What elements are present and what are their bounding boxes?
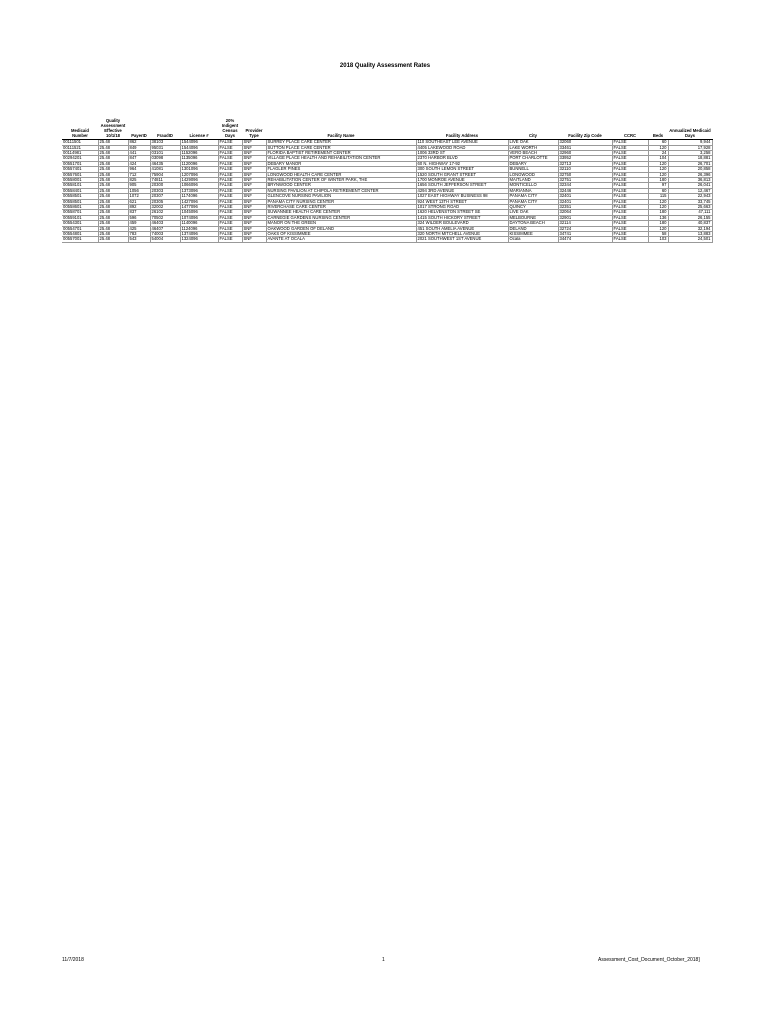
cell-license: 1152096 <box>180 150 218 155</box>
cell-qa: 25.48 <box>98 145 128 150</box>
cell-medicaid: 00557601 <box>62 172 98 177</box>
cell-license: 1477096 <box>180 205 218 210</box>
cell-days: 20,858 <box>668 167 712 172</box>
cell-beds: 120 <box>648 199 668 204</box>
cell-qa: 25.48 <box>98 172 128 177</box>
cell-zip: 32901 <box>558 215 612 220</box>
cell-payer-id: 621 <box>128 199 150 204</box>
cell-medicaid: 00558501 <box>62 194 98 199</box>
cell-ccrc: FALSE <box>612 237 648 242</box>
header-beds: Beds <box>648 118 668 140</box>
cell-payer-id: 862 <box>128 140 150 145</box>
cell-facility-name: OAKWOOD GARDEN OF DELAND <box>266 226 416 231</box>
cell-ccrc: FALSE <box>612 167 648 172</box>
cell-zip: 32351 <box>558 205 612 210</box>
cell-fraud-id: 20307 <box>150 194 180 199</box>
cell-payer-id: 1072 <box>128 194 150 199</box>
assessment-table <box>62 118 713 243</box>
cell-days: 26,155 <box>668 215 712 220</box>
cell-city: PORT CHARLOTTE <box>508 156 558 161</box>
cell-provider-type: SNF <box>242 226 266 231</box>
cell-beds: 120 <box>648 145 668 150</box>
cell-provider-type: SNF <box>242 140 266 145</box>
cell-days: 3,258 <box>668 150 712 155</box>
cell-medicaid: 00558001 <box>62 177 98 182</box>
cell-indigent: FALSE <box>218 172 242 177</box>
cell-medicaid: 00111521 <box>62 145 98 150</box>
cell-facility-name: FLAGLER PINES <box>266 167 416 172</box>
cell-city: Ocala <box>508 237 558 242</box>
cell-medicaid: 00557401 <box>62 167 98 172</box>
table-header-row <box>62 118 712 140</box>
cell-ccrc: FALSE <box>612 161 648 166</box>
cell-indigent: FALSE <box>218 226 242 231</box>
cell-address: 2021 SOUTHWEST 1ST AVENUE <box>416 237 508 242</box>
cell-provider-type: SNF <box>242 215 266 220</box>
header-fraud-id: FraudID <box>150 118 180 140</box>
cell-address: 1620 HELVENSTON STREET SE <box>416 210 508 215</box>
cell-ccrc: FALSE <box>612 232 648 237</box>
cell-payer-id: 837 <box>128 210 150 215</box>
cell-city: KISSIMMEE <box>508 232 558 237</box>
cell-ccrc: FALSE <box>612 199 648 204</box>
cell-address: 4294 3RD AVENUE <box>416 188 508 193</box>
cell-zip: 32446 <box>558 188 612 193</box>
cell-provider-type: SNF <box>242 199 266 204</box>
cell-city: DEBARY <box>508 161 558 166</box>
cell-qa: 25.48 <box>98 167 128 172</box>
cell-days: 26,041 <box>668 183 712 188</box>
cell-provider-type: SNF <box>242 161 266 166</box>
cell-fraud-id: 20300 <box>150 183 180 188</box>
cell-address: 451 SOUTH AMELIA AVENUE <box>416 226 508 231</box>
cell-ccrc: FALSE <box>612 215 648 220</box>
cell-license: 1045096 <box>180 210 218 215</box>
cell-provider-type: SNF <box>242 237 266 242</box>
cell-zip: 32960 <box>558 150 612 155</box>
cell-license: 1207096 <box>180 172 218 177</box>
cell-beds: 104 <box>648 156 668 161</box>
cell-provider-type: SNF <box>242 145 266 150</box>
cell-facility-name: NURSING PAVILION AT CHIPOLA RETIREMENT CENTER <box>266 188 416 193</box>
cell-beds: 58 <box>648 232 668 237</box>
cell-days: 12,467 <box>668 188 712 193</box>
cell-fraud-id: 70502 <box>150 215 180 220</box>
cell-zip: 32724 <box>558 226 612 231</box>
cell-zip: 32401 <box>558 199 612 204</box>
cell-beds: 60 <box>648 188 668 193</box>
cell-address: 1656 SOUTH JEFFERSON STREET <box>416 183 508 188</box>
cell-beds: 120 <box>648 167 668 172</box>
cell-days: 17,928 <box>668 145 712 150</box>
cell-facility-name: SUWANNEE HEALTH CARE CENTER <box>266 210 416 215</box>
cell-medicaid: 00557001 <box>62 237 98 242</box>
cell-ccrc: FALSE <box>612 183 648 188</box>
cell-indigent: FALSE <box>218 210 242 215</box>
cell-provider-type: SNF <box>242 183 266 188</box>
cell-medicaid: 00554301 <box>62 221 98 226</box>
header-zip: Facility Zip Code <box>558 118 612 140</box>
cell-fraud-id: 38103 <box>150 140 180 145</box>
cell-ccrc: FALSE <box>612 145 648 150</box>
cell-medicaid: 00558501 <box>62 199 98 204</box>
cell-ccrc: FALSE <box>612 156 648 161</box>
cell-payer-id: 596 <box>128 215 150 220</box>
cell-address: 1017 STRONG ROAD <box>416 205 508 210</box>
cell-address: 324 WILDER BOULEVARD <box>416 221 508 226</box>
cell-provider-type: SNF <box>242 210 266 215</box>
cell-license: 1120096 <box>180 161 218 166</box>
table-body <box>62 140 712 243</box>
cell-indigent: FALSE <box>218 199 242 204</box>
cell-facility-name: MANOR ON THE GREEN <box>266 221 416 226</box>
cell-qa: 25.48 <box>98 140 128 145</box>
cell-facility-name: SUTTON PLACE CARE CENTER <box>266 145 416 150</box>
cell-city: PANAMA CITY <box>508 199 558 204</box>
cell-payer-id: 847 <box>128 156 150 161</box>
cell-facility-name: GLENCOVE NURSING PAVILION <box>266 194 416 199</box>
cell-city: VERO BEACH <box>508 150 558 155</box>
cell-beds: 120 <box>648 172 668 177</box>
cell-indigent: FALSE <box>218 177 242 182</box>
cell-medicaid: 00114981 <box>62 150 98 155</box>
cell-fraud-id: 46435 <box>150 161 180 166</box>
cell-zip: 32344 <box>558 183 612 188</box>
cell-indigent: FALSE <box>218 156 242 161</box>
cell-qa: 25.48 <box>98 226 128 231</box>
cell-indigent: FALSE <box>218 194 242 199</box>
cell-indigent: FALSE <box>218 161 242 166</box>
cell-indigent: FALSE <box>218 205 242 210</box>
cell-zip: 32401 <box>558 194 612 199</box>
cell-beds: 120 <box>648 161 668 166</box>
cell-medicaid: 00558101 <box>62 183 98 188</box>
cell-payer-id: 543 <box>128 237 150 242</box>
cell-days: 32,194 <box>668 226 712 231</box>
cell-city: LIVE OAK <box>508 140 558 145</box>
cell-license: 1174096 <box>180 194 218 199</box>
cell-indigent: FALSE <box>218 183 242 188</box>
header-provider-type: Provider Type <box>242 118 266 140</box>
cell-ccrc: FALSE <box>612 221 648 226</box>
cell-payer-id: 905 <box>128 183 150 188</box>
cell-zip: 32713 <box>558 161 612 166</box>
cell-days: 13,883 <box>668 232 712 237</box>
cell-zip: 32751 <box>558 177 612 182</box>
cell-beds: 120 <box>648 205 668 210</box>
cell-fraud-id: 74003 <box>150 232 180 237</box>
footer-date: 11/7/2018 <box>62 957 84 963</box>
cell-provider-type: SNF <box>242 232 266 237</box>
header-annualized-days: Annualized Medicaid Days <box>668 118 712 140</box>
cell-qa: 25.48 <box>98 156 128 161</box>
cell-qa: 25.48 <box>98 232 128 237</box>
cell-facility-name: OAKS OF KISSIMMEE <box>266 232 416 237</box>
cell-payer-id: 712 <box>128 172 150 177</box>
cell-qa: 25.48 <box>98 183 128 188</box>
cell-ccrc: FALSE <box>612 140 648 145</box>
cell-qa: 25.48 <box>98 161 128 166</box>
cell-indigent: FALSE <box>218 221 242 226</box>
cell-qa: 25.48 <box>98 194 128 199</box>
cell-fraud-id: 26102 <box>150 210 180 215</box>
header-city: City <box>508 118 558 140</box>
cell-facility-name: AVANTE AT OCALA <box>266 237 416 242</box>
header-indigent-days: 20% Indigent Census Days <box>218 118 242 140</box>
cell-ccrc: FALSE <box>612 172 648 177</box>
cell-fraud-id: 20305 <box>150 199 180 204</box>
cell-qa: 25.48 <box>98 188 128 193</box>
cell-license: 1374096 <box>180 232 218 237</box>
cell-ccrc: FALSE <box>612 210 648 215</box>
table-row <box>62 237 712 242</box>
cell-facility-name: RIVERCHASE CARE CENTER <box>266 205 416 210</box>
cell-city: DELAND <box>508 226 558 231</box>
cell-zip: 33461 <box>558 145 612 150</box>
cell-payer-id: 459 <box>128 221 150 226</box>
cell-days: 24,501 <box>668 237 712 242</box>
cell-zip: 32750 <box>558 172 612 177</box>
cell-facility-name: CARNEGIE GARDENS NURSING CENTER <box>266 215 416 220</box>
cell-license: 1544096 <box>180 140 218 145</box>
cell-city: MONTICELLO <box>508 183 558 188</box>
cell-qa: 25.48 <box>98 237 128 242</box>
cell-license: 1124096 <box>180 226 218 231</box>
cell-days: 47,111 <box>668 210 712 215</box>
cell-ccrc: FALSE <box>612 177 648 182</box>
cell-license: 1140096 <box>180 221 218 226</box>
cell-ccrc: FALSE <box>612 188 648 193</box>
cell-fraud-id: 46407 <box>150 226 180 231</box>
cell-days: 22,943 <box>668 194 712 199</box>
cell-fraud-id: 03098 <box>150 156 180 161</box>
cell-license: 1373096 <box>180 188 218 193</box>
cell-fraud-id: 75904 <box>150 172 180 177</box>
cell-facility-name: REHABILITATION CENTER OF WINTER PARK, THE <box>266 177 416 182</box>
cell-payer-id: 783 <box>128 232 150 237</box>
cell-license: 1301096 <box>180 167 218 172</box>
cell-city: DAYTONA BEACH <box>508 221 558 226</box>
cell-city: PANAMA CITY <box>508 194 558 199</box>
cell-city: MARIANNA <box>508 188 558 193</box>
cell-license: 1429096 <box>180 177 218 182</box>
cell-fraud-id: 54004 <box>150 237 180 242</box>
cell-provider-type: SNF <box>242 150 266 155</box>
cell-ccrc: FALSE <box>612 226 648 231</box>
cell-address: 60 N. HIGHWAY 17-92 <box>416 161 508 166</box>
footer-filename: Assessment_Cost_Document_October_2018] <box>598 957 700 963</box>
cell-days: 33,745 <box>668 199 712 204</box>
cell-days: 40,837 <box>668 221 712 226</box>
cell-address: 4405 LAKEWOOD ROAD <box>416 145 508 150</box>
header-facility-address: Facility Address <box>416 118 508 140</box>
cell-medicaid: 00294201 <box>62 156 98 161</box>
cell-zip: 34474 <box>558 237 612 242</box>
cell-address: 1415 SOUTH HICKORY STREET <box>416 215 508 220</box>
cell-days: 9,944 <box>668 140 712 145</box>
cell-address: 110 SOUTHEAST LEE AVENUE <box>416 140 508 145</box>
cell-beds: 136 <box>648 215 668 220</box>
cell-payer-id: 441 <box>128 150 150 155</box>
cell-beds: 180 <box>648 177 668 182</box>
header-payer-id: PayerID <box>128 118 150 140</box>
cell-fraud-id: 41081 <box>150 167 180 172</box>
cell-qa: 25.48 <box>98 199 128 204</box>
cell-medicaid: 00558601 <box>62 205 98 210</box>
cell-beds: 180 <box>648 210 668 215</box>
cell-indigent: FALSE <box>218 237 242 242</box>
cell-fraud-id: 20303 <box>150 188 180 193</box>
cell-days: 36,813 <box>668 177 712 182</box>
page-title: 2018 Quality Assessment Rates <box>339 63 431 69</box>
cell-indigent: FALSE <box>218 232 242 237</box>
cell-zip: 32064 <box>558 210 612 215</box>
cell-medicaid: 00558401 <box>62 188 98 193</box>
cell-city: QUINCY <box>508 205 558 210</box>
cell-payer-id: 1056 <box>128 188 150 193</box>
cell-address: 924 WEST 13TH STREET <box>416 199 508 204</box>
cell-provider-type: SNF <box>242 188 266 193</box>
cell-zip: 34741 <box>558 232 612 237</box>
cell-city: LONGWOOD <box>508 172 558 177</box>
cell-address: 1027 EAST HIGHWAY BUSINESS 98 <box>416 194 508 199</box>
cell-provider-type: SNF <box>242 221 266 226</box>
cell-days: 25,663 <box>668 205 712 210</box>
cell-zip: 32060 <box>558 140 612 145</box>
cell-license: 1066096 <box>180 183 218 188</box>
cell-address: 1700 MONROE AVENUE <box>416 177 508 182</box>
header-medicaid-number: Medicaid Number <box>62 118 98 140</box>
cell-qa: 25.48 <box>98 210 128 215</box>
cell-payer-id: 425 <box>128 226 150 231</box>
cell-days: 18,881 <box>668 156 712 161</box>
cell-zip: 32114 <box>558 221 612 226</box>
cell-payer-id: 849 <box>128 145 150 150</box>
cell-address: 300 SOUTH LEMON STREET <box>416 167 508 172</box>
cell-payer-id: 964 <box>128 167 150 172</box>
cell-indigent: FALSE <box>218 145 242 150</box>
cell-indigent: FALSE <box>218 188 242 193</box>
cell-beds: 180 <box>648 221 668 226</box>
cell-beds: 115 <box>648 194 668 199</box>
cell-provider-type: SNF <box>242 167 266 172</box>
cell-license: 1074096 <box>180 215 218 220</box>
cell-city: BUNNELL <box>508 167 558 172</box>
cell-city: MAITLAND <box>508 177 558 182</box>
cell-provider-type: SNF <box>242 194 266 199</box>
cell-qa: 25.48 <box>98 205 128 210</box>
cell-medicaid: 00558701 <box>62 210 98 215</box>
cell-zip: 32110 <box>558 167 612 172</box>
cell-medicaid: 00554701 <box>62 226 98 231</box>
cell-medicaid: 00551701 <box>62 161 98 166</box>
cell-qa: 25.48 <box>98 215 128 220</box>
cell-provider-type: SNF <box>242 205 266 210</box>
cell-beds: 60 <box>648 140 668 145</box>
cell-medicaid: 00554801 <box>62 232 98 237</box>
cell-city: LIVE OAK <box>508 210 558 215</box>
cell-facility-name: LONGWOOD HEALTH CARE CENTER <box>266 172 416 177</box>
cell-days: 26,701 <box>668 161 712 166</box>
cell-ccrc: FALSE <box>612 194 648 199</box>
cell-fraud-id: 03101 <box>150 150 180 155</box>
cell-fraud-id: 32002 <box>150 205 180 210</box>
header-license: License # <box>180 118 218 140</box>
cell-fraud-id: 95031 <box>150 145 180 150</box>
cell-facility-name: SURREY PLACE CARE CENTER <box>266 140 416 145</box>
cell-beds: 24 <box>648 150 668 155</box>
cell-license: 1544096 <box>180 145 218 150</box>
assessment-table-container <box>62 118 712 243</box>
cell-indigent: FALSE <box>218 167 242 172</box>
cell-ccrc: FALSE <box>612 150 648 155</box>
cell-zip: 33952 <box>558 156 612 161</box>
cell-fraud-id: 46403 <box>150 221 180 226</box>
cell-beds: 97 <box>648 183 668 188</box>
cell-facility-name: FLORIDA BAPTIST RETIREMENT CENTER <box>266 150 416 155</box>
cell-days: 26,396 <box>668 172 712 177</box>
cell-address: 1006 33RD ST <box>416 150 508 155</box>
cell-fraud-id: 74811 <box>150 177 180 182</box>
cell-address: 320 NORTH MITCHELL AVENUE <box>416 232 508 237</box>
cell-license: 1135096 <box>180 156 218 161</box>
cell-address: 2370 HARBOR BLVD <box>416 156 508 161</box>
cell-provider-type: SNF <box>242 177 266 182</box>
cell-license: 1427096 <box>180 199 218 204</box>
cell-license: 1324096 <box>180 237 218 242</box>
cell-payer-id: 825 <box>128 177 150 182</box>
cell-facility-name: BRYNWOOD CENTER <box>266 183 416 188</box>
cell-city: MELBOURNE <box>508 215 558 220</box>
cell-provider-type: SNF <box>242 156 266 161</box>
footer-page-number: 1 <box>382 957 385 963</box>
cell-indigent: FALSE <box>218 150 242 155</box>
cell-qa: 25.48 <box>98 150 128 155</box>
cell-beds: 120 <box>648 226 668 231</box>
cell-indigent: FALSE <box>218 215 242 220</box>
cell-qa: 25.48 <box>98 221 128 226</box>
cell-provider-type: SNF <box>242 172 266 177</box>
cell-indigent: FALSE <box>218 140 242 145</box>
cell-beds: 103 <box>648 237 668 242</box>
header-quality-assessment: Quality Assessment Effective 10/1/18 <box>98 118 128 140</box>
cell-facility-name: PANAMA CITY NURSING CENTER <box>266 199 416 204</box>
header-facility-name: Facility Name <box>266 118 416 140</box>
cell-qa: 25.48 <box>98 177 128 182</box>
cell-payer-id: 892 <box>128 205 150 210</box>
cell-ccrc: FALSE <box>612 205 648 210</box>
cell-facility-name: VILLAGE PLACE HEALTH AND REHABILITATION CENTER <box>266 156 416 161</box>
cell-medicaid: 00111501 <box>62 140 98 145</box>
cell-city: LAKE WORTH <box>508 145 558 150</box>
cell-medicaid: 00559101 <box>62 215 98 220</box>
cell-payer-id: 424 <box>128 161 150 166</box>
cell-facility-name: DEBARY MANOR <box>266 161 416 166</box>
cell-address: 1520 SOUTH GRANT STREET <box>416 172 508 177</box>
header-ccrc: CCRC <box>612 118 648 140</box>
